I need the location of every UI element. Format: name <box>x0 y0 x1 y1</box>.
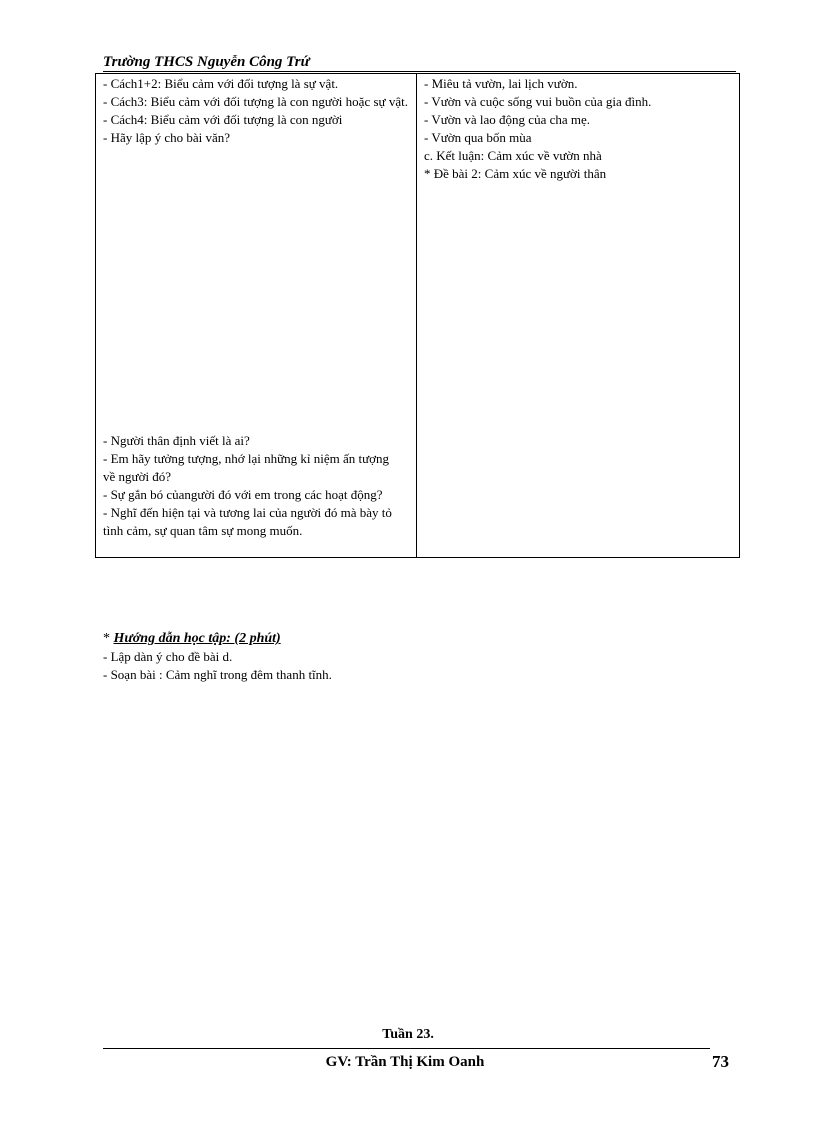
study-guide-title: Hướng dẫn học tập: (2 phút) <box>113 631 281 646</box>
right-column <box>424 75 736 183</box>
footer-teacher: GV: Trần Thị Kim Oanh <box>325 1054 485 1070</box>
lesson-table <box>95 73 740 558</box>
footer-rule <box>103 1048 710 1049</box>
page-number: 73 <box>712 1052 729 1071</box>
left-bottom-line: - Người thân định viết là ai? <box>103 433 250 448</box>
study-guide-item: - Soạn bài : Cảm nghĩ trong đêm thanh tĩnh. <box>103 667 332 682</box>
left-top-line: - Cách4: Biểu cảm với đối tượng là con người <box>103 112 343 127</box>
right-line: c. Kết luận: Cảm xúc về vườn nhà <box>424 148 602 163</box>
right-line: - Vườn và lao động của cha mẹ. <box>424 112 591 127</box>
left-top-line: - Hãy lập ý cho bài văn? <box>103 130 231 145</box>
study-guide-heading <box>103 630 703 648</box>
school-header: Trường THCS Nguyễn Công Trứ <box>103 54 310 70</box>
left-top-line: - Cách3: Biểu cảm với đối tượng là con người hoặc sự vật. <box>103 94 408 109</box>
footer-week: Tuần 23. <box>382 1027 434 1042</box>
right-line: - Vườn qua bốn mùa <box>424 130 532 145</box>
header-rule <box>103 71 736 72</box>
left-top-line: - Cách1+2: Biểu cảm với đối tượng là sự vật. <box>103 76 339 91</box>
study-guide <box>103 630 703 684</box>
right-line: - Vườn và cuộc sống vui buồn của gia đình. <box>424 94 652 109</box>
left-bottom-line: - Em hãy tưởng tượng, nhớ lại những kỉ niệm ấn tượng về người đó? <box>103 451 390 484</box>
left-column-top <box>103 75 411 147</box>
left-bottom-line: - Nghĩ đến hiện tại và tương lai của người đó mà bày tỏ tình cảm, sự quan tâm sự mong muốn. <box>103 505 392 538</box>
study-guide-item: - Lập dàn ý cho đề bài d. <box>103 649 233 664</box>
left-column-bottom <box>103 432 403 540</box>
right-line: - Miêu tả vườn, lai lịch vườn. <box>424 76 578 91</box>
left-bottom-line: - Sự gắn bó củangười đó với em trong các hoạt động? <box>103 487 383 502</box>
right-line: * Đề bài 2: Cảm xúc về người thân <box>424 166 607 181</box>
column-divider <box>416 74 417 557</box>
study-guide-marker: * <box>103 631 110 646</box>
